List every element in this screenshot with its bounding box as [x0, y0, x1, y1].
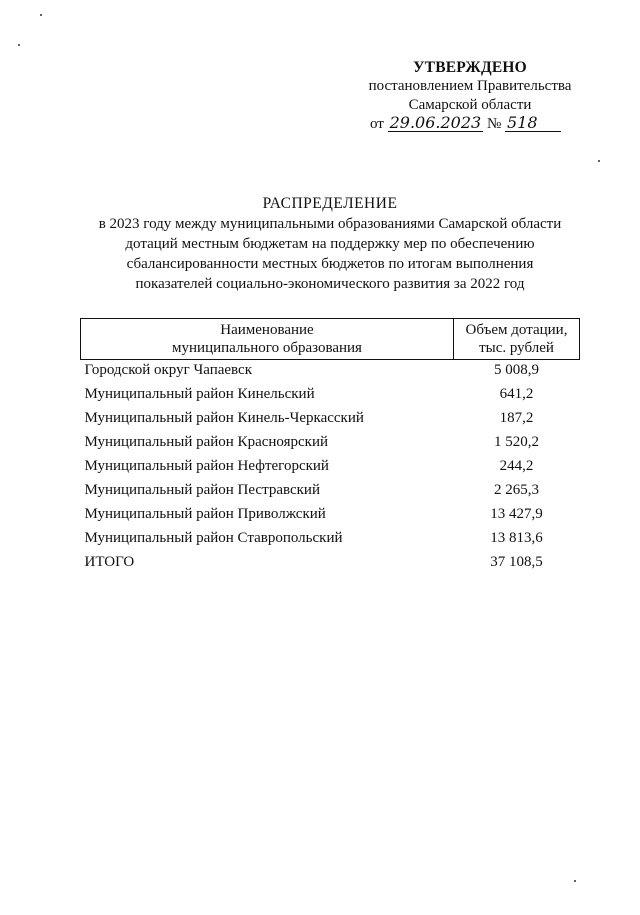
- header-municipality-line-2: муниципального образования: [172, 340, 362, 356]
- row-name: Муниципальный район Ставропольский: [84, 530, 343, 546]
- row-name: Муниципальный район Кинель-Черкасский: [84, 410, 364, 426]
- row-name: Городской округ Чапаевск: [84, 362, 252, 378]
- table-row: [81, 504, 580, 528]
- header-amount-line-2: тыс. рублей: [479, 340, 554, 356]
- distribution-table: [80, 318, 580, 576]
- table-row: [81, 480, 580, 504]
- handwritten-number: 518: [505, 115, 561, 132]
- row-value: 2 265,3: [494, 482, 539, 498]
- row-value: 187,2: [499, 410, 534, 426]
- row-value: 13 427,9: [490, 506, 543, 522]
- row-name: Муниципальный район Кинельский: [84, 386, 315, 402]
- title-line-2: дотаций местным бюджетам на поддержку мер по обеспечению: [125, 236, 535, 252]
- table-row: [81, 432, 580, 456]
- document-title-block: [60, 194, 600, 294]
- table-total-row: [81, 552, 580, 576]
- handwritten-date: 29.06.2023: [389, 113, 482, 132]
- scan-speck: [598, 160, 600, 162]
- title-line-3: сбалансированности местных бюджетов по итогам выполнения: [126, 256, 534, 272]
- row-name: Муниципальный район Приволжский: [84, 506, 326, 522]
- document-title: РАСПРЕДЕЛЕНИЕ: [262, 195, 398, 212]
- header-municipality: [81, 319, 454, 360]
- row-name: Муниципальный район Пестравский: [84, 482, 320, 498]
- row-value: 5 008,9: [494, 362, 539, 378]
- total-value: 37 108,5: [490, 554, 543, 570]
- table-row: [81, 528, 580, 552]
- total-label: ИТОГО: [84, 554, 135, 570]
- table-row: [81, 384, 580, 408]
- row-value: 641,2: [499, 386, 534, 402]
- header-municipality-line-1: Наименование: [220, 322, 314, 338]
- approval-line-1: постановлением Правительства: [368, 78, 572, 94]
- row-name: Муниципальный район Красноярский: [84, 434, 329, 450]
- row-name: Муниципальный район Нефтегорский: [84, 458, 329, 474]
- header-amount-line-1: Объем дотации,: [465, 322, 568, 338]
- distribution-table-wrap: [80, 318, 580, 576]
- title-line-1: в 2023 году между муниципальными образованиями Самарской области: [98, 216, 562, 232]
- table-row: [81, 360, 580, 385]
- table-row: [81, 456, 580, 480]
- approval-line-2: Самарской области: [408, 97, 532, 113]
- table-header-row: [81, 319, 580, 360]
- table-row: [81, 408, 580, 432]
- title-line-4: показателей социально-экономического развития за 2022 год: [135, 276, 525, 292]
- row-value: 1 520,2: [494, 434, 539, 450]
- row-value: 244,2: [499, 458, 534, 474]
- header-subsidy-amount: [454, 319, 580, 360]
- scan-speck: [40, 14, 42, 16]
- approval-heading: УТВЕРЖДЕНО: [413, 59, 527, 76]
- number-label: №: [486, 116, 502, 132]
- scan-speck: [18, 44, 20, 46]
- scan-speck: [574, 880, 576, 882]
- from-label: от: [370, 116, 384, 132]
- approval-block: [360, 58, 580, 134]
- approval-date-number: [360, 115, 580, 134]
- row-value: 13 813,6: [490, 530, 543, 546]
